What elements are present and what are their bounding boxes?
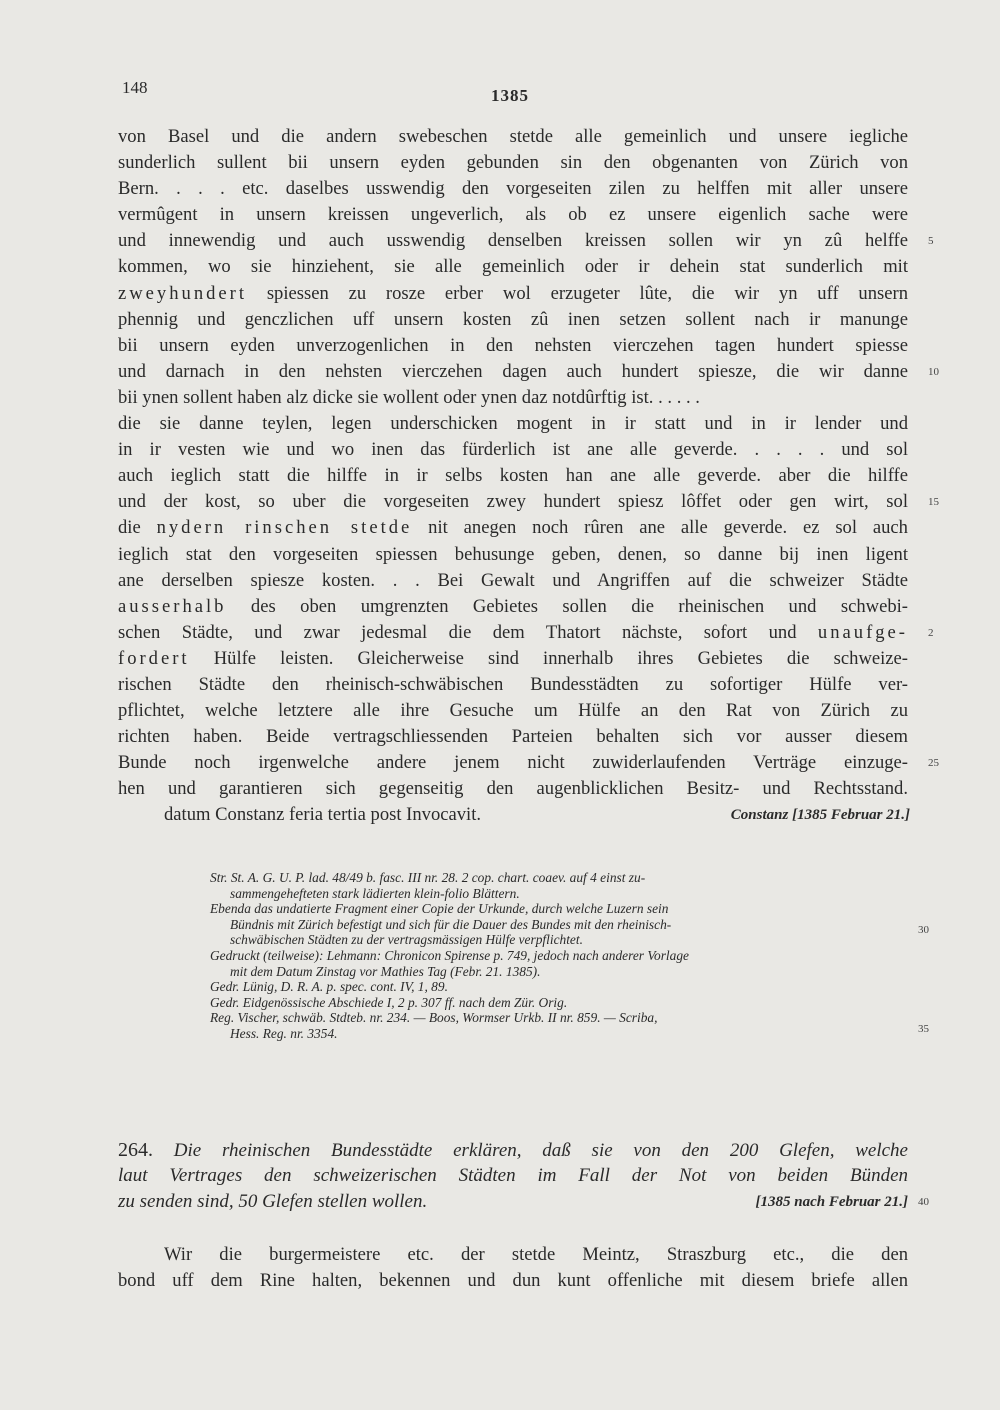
- note: Str. St. A. G. U. P. lad. 48/49 b. fasc. III nr. 28. 2 cop. chart. coaev. auf 4 einst zu- sammengehefteten stark lädierten klein-folio Blättern.: [210, 870, 646, 901]
- text-line: hen und garantieren sich gegenseitig den augenblicklichen Besitz- und Rechtsstand.: [118, 778, 908, 800]
- text-line: auch ieglich statt die hilffe in ir selbs kosten han ane alle geverde. aber die hilffe: [118, 465, 908, 487]
- text-line: die sie danne teylen, legen underschicken mogent in ir statt und in ir lender und: [118, 413, 908, 435]
- text-line: phennig und genczlichen uff unsern kosten zû inen setzen sollent nach ir manunge: [118, 308, 908, 330]
- text-line: rischen Städte den rheinisch-schwäbischen Bundesstädten zu sofortiger Hülfe ver-: [118, 673, 908, 695]
- page-number: 148: [122, 78, 148, 97]
- line-number: 10: [928, 365, 939, 378]
- section-number: 264.: [118, 1139, 153, 1161]
- text-line: bii unsern eyden unverzogenlichen in den nehsten vierczehen tagen hundert spiesse: [118, 334, 908, 356]
- line-number: 40: [918, 1196, 929, 1208]
- text-line: schen Städte, und zwar jedesmal die dem Thatort nächste, sofort und unaufge- 2: [118, 620, 908, 646]
- text-line: von Basel und die andern swebeschen stetde alle gemeinlich und unsere iegliche: [118, 126, 908, 147]
- line-number: 30: [918, 924, 929, 936]
- section-line: zu senden sind, 50 Glefen stellen wollen. [1385 nach Februar 21.] 40: [118, 1189, 908, 1215]
- text-line: und darnach in den nehsten vierczehen dagen auch hundert spiesze, die wir danne 10: [118, 359, 908, 385]
- text-line: ausserhalb des oben umgrenzten Gebietes sollen die rheinischen und schwebi-: [118, 595, 908, 617]
- spaced-word: nydern rinschen stetde: [156, 517, 413, 539]
- line-number: 35: [918, 1023, 929, 1035]
- line-number: 5: [928, 235, 934, 248]
- text-line: fordert Hülfe leisten. Gleicherweise sind innerhalb ihres Gebietes die schweize-: [118, 647, 908, 669]
- document-date: Constanz [1385 Februar 21.]: [730, 807, 910, 824]
- text-line: die nydern rinschen stetde nit anegen noch rûren ane alle geverde. ez sol auch: [118, 517, 908, 539]
- text-line: sunderlich sullent bii unsern eyden gebunden sin den obgenanten von Zürich von: [118, 152, 908, 174]
- text-line: vermûgent in unsern kreissen ungeverlich, als ob ez unsere eigenlich sache were: [118, 204, 908, 226]
- running-head: 1385: [491, 86, 529, 105]
- text-line: bii ynen sollent haben alz dicke sie wollent oder ynen daz notdûrftig ist. . . . . .: [118, 386, 700, 408]
- text-line: Bunde noch irgenwelche andere jenem nicht zuwiderlaufenden Verträge einzuge- 25: [118, 750, 908, 776]
- charter-text: [118, 1242, 908, 1294]
- spaced-word: unaufge-: [817, 621, 908, 643]
- text-line: kommen, wo sie hinziehent, sie alle gemeinlich oder ir dehein stat sunderlich mit: [118, 256, 908, 278]
- text-line: und der kost, so uber die vorgeseiten zwey hundert spiesz lôffet oder gen wirt, sol 15: [118, 489, 908, 515]
- text-line: und innewendig und auch usswendig denselben kreissen sollen wir yn zû helffe 5: [118, 228, 908, 254]
- note: Gedr. Eidgenössische Abschiede I, 2 p. 307 ff. nach dem Zür. Orig.: [210, 994, 568, 1010]
- spaced-word: fordert: [118, 647, 190, 669]
- note: Gedr. Lünig, D. R. A. p. spec. cont. IV, 1, 89.: [210, 979, 448, 995]
- text-line: bond uff dem Rine halten, bekennen und dun kunt offenliche mit diesem briefe allen: [118, 1270, 908, 1292]
- section-heading: [118, 1137, 929, 1215]
- section-line: 264. Die rheinischen Bundesstädte erklären, daß sie von den 200 Glefen, welche: [118, 1139, 908, 1161]
- text-line: ieglich stat den vorgeseiten spiessen behusunge geben, denen, so danne bij inen ligent: [118, 543, 908, 565]
- line-number: 25: [928, 757, 939, 770]
- text-line: Wir die burgermeistere etc. der stetde Meintz, Straszburg etc., die den: [164, 1244, 908, 1265]
- text-line: in ir vesten wie und wo inen das fürderlich ist ane alle geverde. . . . . und sol: [118, 439, 908, 461]
- section-line: laut Vertrages den schweizerischen Städten im Fall der Not von beiden Bünden: [118, 1165, 908, 1186]
- datum-line: datum Constanz feria tertia post Invocavit. Constanz [1385 Februar 21.]: [118, 802, 908, 828]
- text-line: richten haben. Beide vertragschliessenden Parteien behalten sich vor ausser diesem: [118, 726, 908, 748]
- note: Reg. Vischer, schwäb. Stdteb. nr. 234. — Boos, Wormser Urkb. II nr. 859. — Scriba, Hess. Reg. nr. 3354.: [210, 1010, 658, 1041]
- spaced-word: zweyhundert: [118, 282, 248, 304]
- text-line: zweyhundert spiessen zu rosze erber wol erzugeter lûte, die wir yn uff unsern: [118, 282, 908, 304]
- section-date: [1385 nach Februar 21.]: [755, 1194, 908, 1210]
- line-number: 15: [928, 496, 939, 509]
- source-notes: [210, 870, 910, 1042]
- note: Ebenda das undatierte Fragment einer Copie der Urkunde, durch welche Luzern sein Bündnis mit Zürich befestigt und sich für die Dauer des Bundes mit den rheinisch- schwäbischen Städten zu der vertragsmässigen Hülfe verpflichtet.: [210, 901, 672, 948]
- text-line: Bern. . . . etc. daselbes usswendig den vorgeseiten zilen zu helffen mit aller unsere: [118, 178, 908, 200]
- spaced-word: ausserhalb: [118, 595, 227, 617]
- line-number: 2: [928, 626, 934, 639]
- text-line: ane derselben spiesze kosten. . . Bei Gewalt und Angriffen auf die schweizer Städte: [118, 569, 908, 591]
- text-line: pflichtet, welche letztere alle ihre Gesuche um Hülfe an den Rat von Zürich zu: [118, 700, 908, 722]
- main-text: [118, 124, 939, 829]
- note: Gedruckt (teilweise): Lehmann: Chronicon Spirense p. 749, jedoch nach anderer Vorlage mit dem Datum Zinstag vor Mathies Tag (Febr. 21. 1385).: [210, 947, 689, 979]
